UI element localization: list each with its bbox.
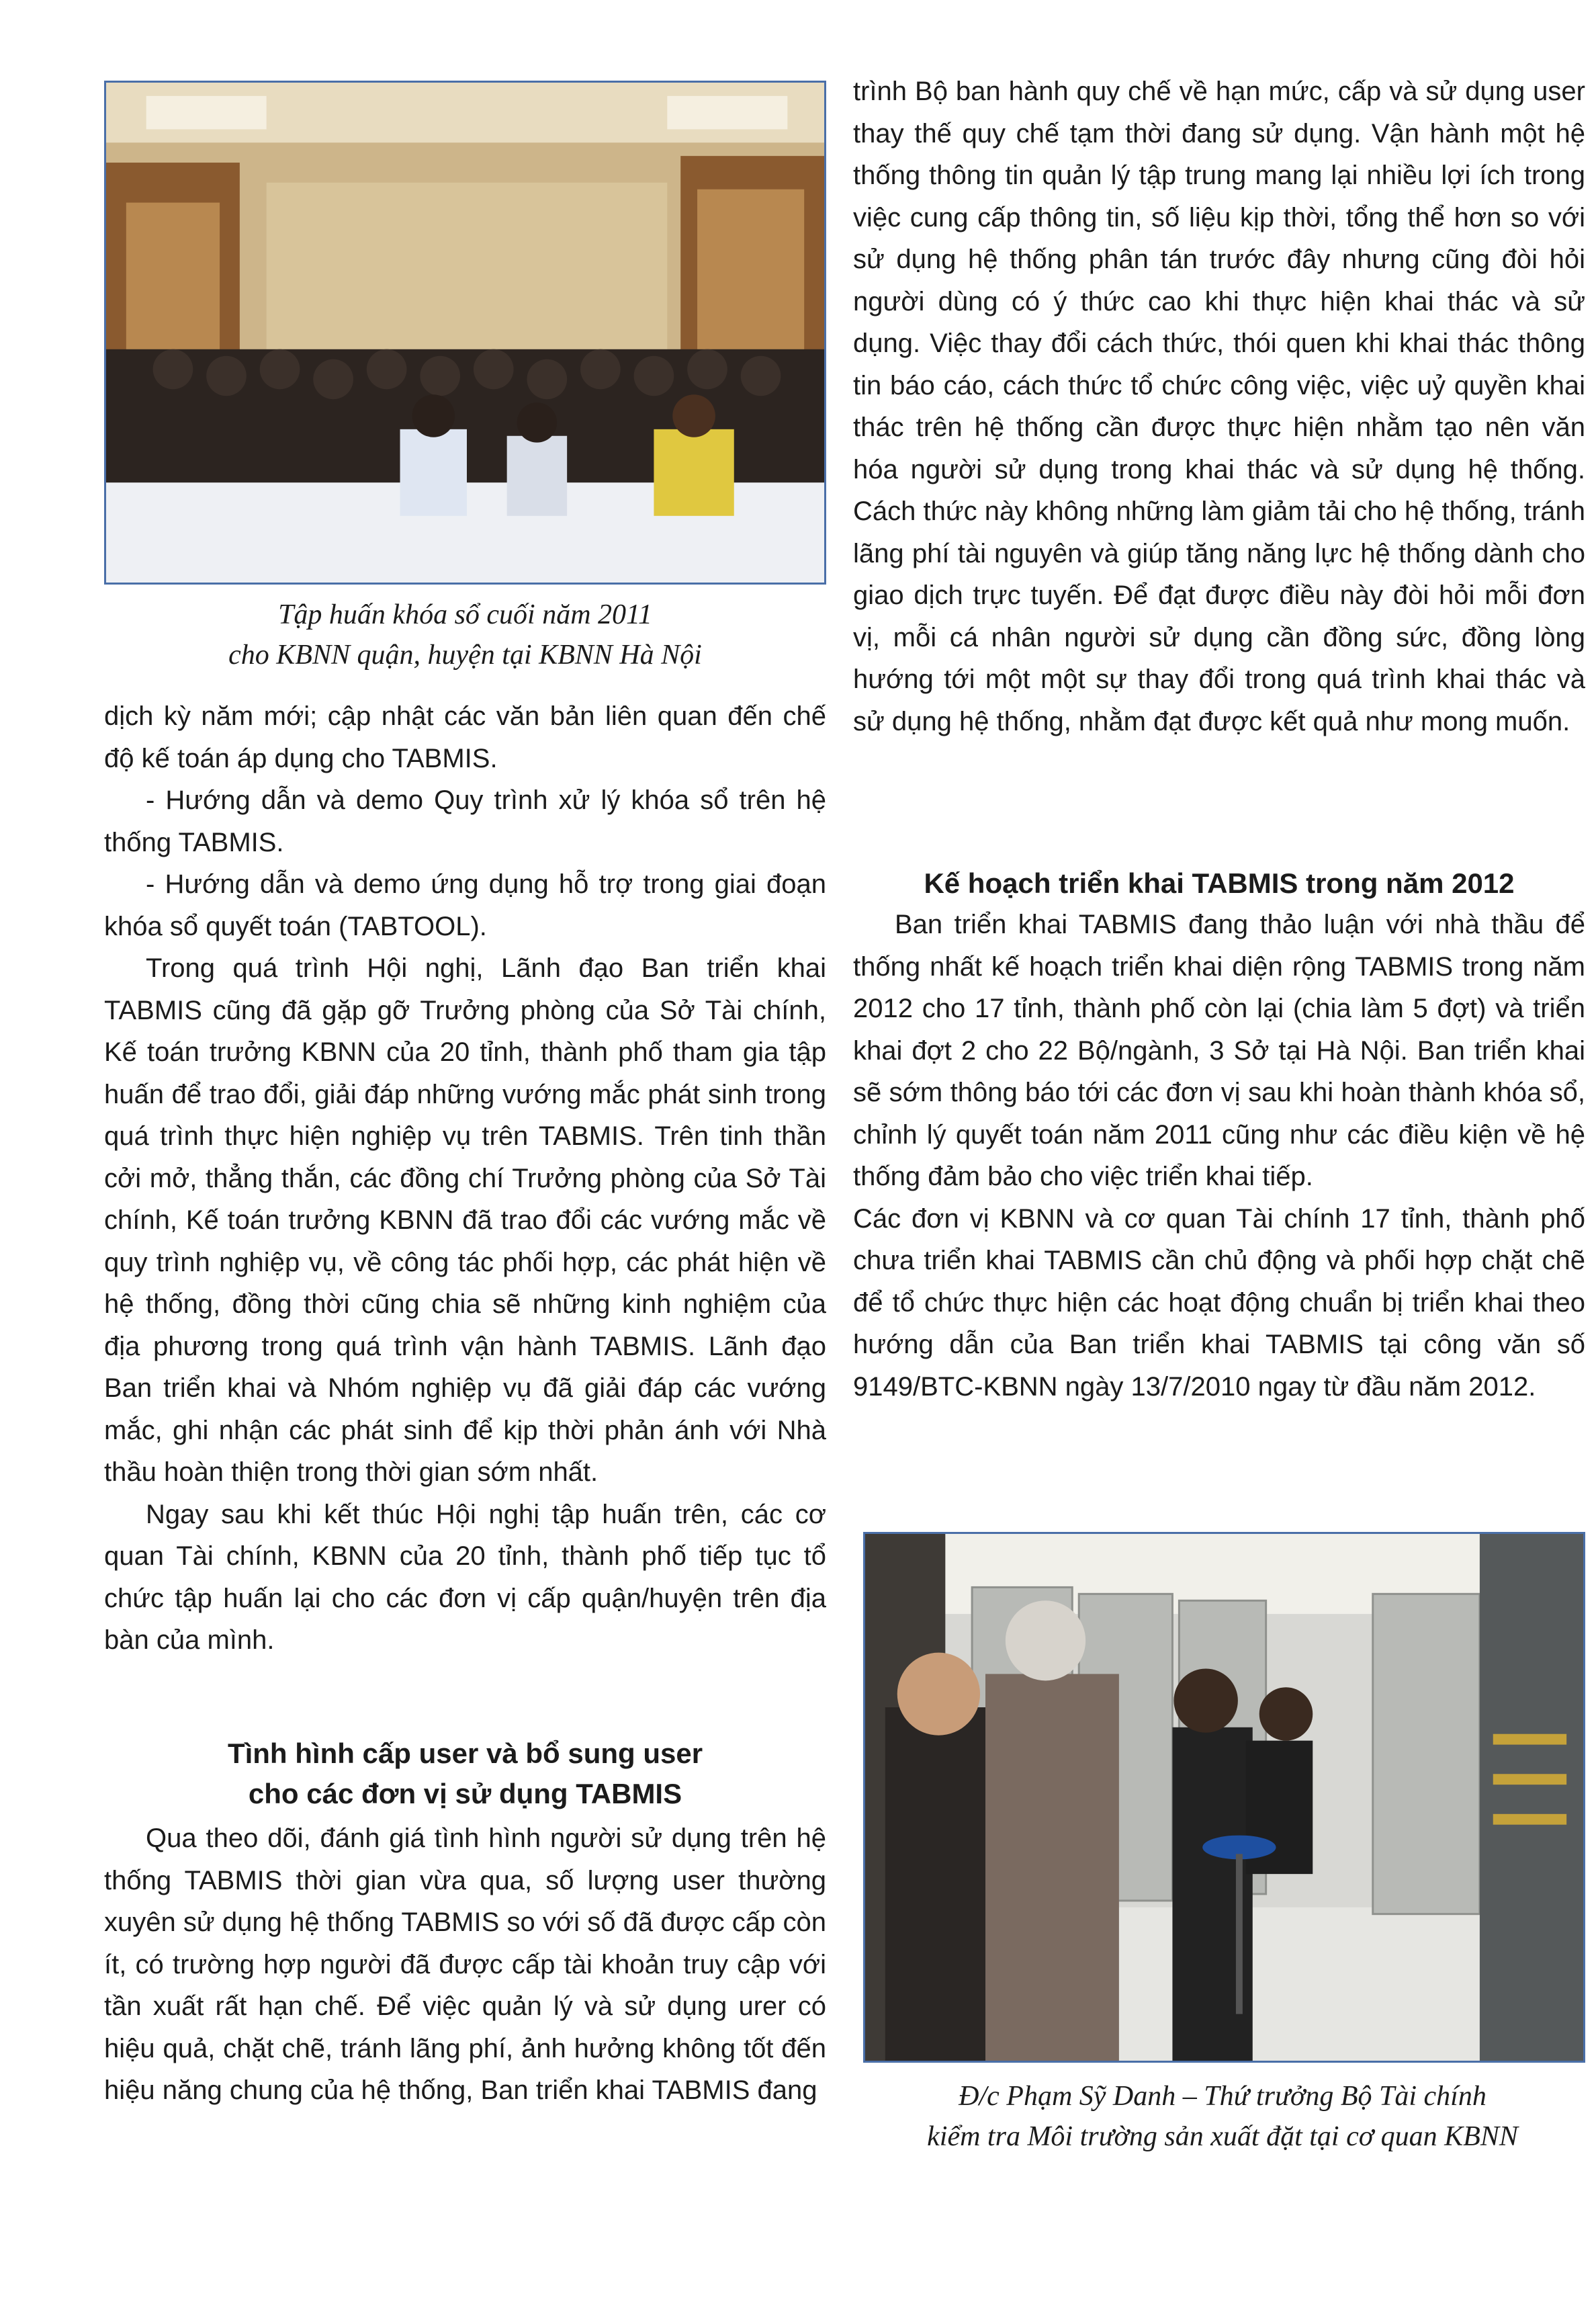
server-room-photo [863,1532,1585,2063]
server-room-photo-illustration [865,1534,1583,2061]
left-body-text [104,695,826,1662]
paragraph: Ban triển khai TABMIS đang thảo luận với nhà thầu để thống nhất kế hoạch triển khai diện rộng TABMIS trong năm 2012 cho 17 tỉnh, thành phố còn lại (chia làm 5 đợt) và triển khai đợt 2 cho 22 Bộ/ngành, 3 Sở tại Hà Nội. Ban triển khai sẽ sớm thông báo tới các đơn vị sau khi hoàn thành khóa sổ, chỉnh lý quyết toán năm 2011 cũng như các điều kiện về hệ thống đảm bảo cho việc triển khai tiếp. [853,910,1585,1191]
conference-photo [104,81,826,585]
paragraph: Qua theo dõi, đánh giá tình hình người sử dụng trên hệ thống TABMIS thời gian vừa qua, số lượng user thường xuyên sử dụng hệ thống TABMIS so với số đã được cấp còn ít, có trường hợp người đã được cấp tài khoản truy cập với tần xuất rất hạn chế. Để việc quản lý và sử dụng urer có hiệu quả, chặt chẽ, tránh lãng phí, ảnh hưởng không tốt đến hiệu năng chung của hệ thống, Ban triển khai TABMIS đang [104,1824,826,2105]
right-body-text [853,71,1585,742]
paragraph: trình Bộ ban hành quy chế về hạn mức, cấp và sử dụng user thay thế quy chế tạm thời đang sử dụng. Vận hành một hệ thống thông tin quản lý tập trung mang lại nhiều lợi ích trong việc cung cấp thông tin, số liệu kịp thời, tổng thể hơn so với sử dụng hệ thống phân tán trước đây nhưng cũng đòi hỏi người dùng có ý thức cao khi thực hiện khai thác và sử dụng. Việc thay đổi cách thức, thói quen khi khai thác thông tin báo cáo, cách thức tổ chức công việc, việc uỷ quyền khai thác trên hệ thống cần được thực hiện nhằm tạo nên văn hóa người sử dụng trong khai thác và sử dụng hệ thống. Cách thức này không những làm giảm tải cho hệ thống, tránh lãng phí tài nguyên và giúp tăng năng lực hệ thống dành cho giao dịch trực tuyến. Để đạt được điều này đòi hỏi mỗi đơn vị, mỗi cá nhân người sử dụng cần đồng sức, đồng lòng hướng tới một một sự thay đổi trong quá trình khai thác và sử dụng hệ thống, nhằm đạt được kết quả như mong muốn. [853,77,1585,736]
heading-line-2: cho các đơn vị sử dụng TABMIS [248,1778,682,1809]
server-room-photo-caption [853,2076,1592,2157]
bullet-paragraph: - Hướng dẫn và demo Quy trình xử lý khóa sổ trên hệ thống TABMIS. [104,785,826,857]
left-body-text-2 [104,1817,826,2112]
conference-photo-illustration [106,83,824,583]
conference-photo-caption [104,595,826,675]
paragraph: dịch kỳ năm mới; cập nhật các văn bản liên quan đến chế độ kế toán áp dụng cho TABMIS. [104,701,826,773]
heading-text: Kế hoạch triển khai TABMIS trong năm 2012 [924,867,1515,899]
caption-line-1: Tập huấn khóa sổ cuối năm 2011 [278,599,652,630]
section-heading-plan [853,863,1585,904]
caption-line-1: Đ/c Phạm Sỹ Danh – Thứ trưởng Bộ Tài chính [959,2081,1487,2112]
section-heading-user [104,1733,826,1814]
paragraph: Ngay sau khi kết thúc Hội nghị tập huấn trên, các cơ quan Tài chính, KBNN của 20 tỉnh, thành phố tiếp tục tổ chức tập huấn lại cho các đơn vị cấp quận/huyện trên địa bàn của mình. [104,1499,826,1655]
caption-line-2: kiểm tra Môi trường sản xuất đặt tại cơ quan KBNN [927,2121,1518,2152]
bullet-paragraph: - Hướng dẫn và demo ứng dụng hỗ trợ trong giai đoạn khóa sổ quyết toán (TABTOOL). [104,869,826,941]
caption-line-2: cho KBNN quận, huyện tại KBNN Hà Nội [228,640,702,671]
paragraph: Các đơn vị KBNN và cơ quan Tài chính 17 tỉnh, thành phố chưa triển khai TABMIS cần chủ động và phối hợp chặt chẽ để tổ chức thực hiện các hoạt động chuẩn bị triển khai theo hướng dẫn của Ban triển khai TABMIS tại công văn số 9149/BTC-KBNN ngày 13/7/2010 ngay từ đầu năm 2012. [853,1203,1585,1402]
paragraph: Trong quá trình Hội nghị, Lãnh đạo Ban triển khai TABMIS cũng đã gặp gỡ Trưởng phòng của Sở Tài chính, Kế toán trưởng KBNN của 20 tỉnh, thành phố tham gia tập huấn để trao đổi, giải đáp những vướng mắc phát sinh trong quá trình thực hiện nghiệp vụ trên TABMIS. Trên tinh thần cởi mở, thẳng thắn, các đồng chí Trưởng phòng của Sở Tài chính, Kế toán trưởng KBNN đã trao đổi các vướng mắc về quy trình nghiệp vụ, về công tác phối hợp, các phát hiện về hệ thống, đồng thời cũng chia sẽ những kinh nghiệm của địa phương trong quá trình vận hành TABMIS. Lãnh đạo Ban triển khai và Nhóm nghiệp vụ đã giải đáp các vướng mắc, ghi nhận các phát sinh để kịp thời phản ánh với Nhà thầu hoàn thiện trong thời gian sớm nhất. [104,953,826,1487]
heading-line-1: Tình hình cấp user và bổ sung user [227,1738,703,1769]
right-body-text-2 [853,904,1585,1408]
